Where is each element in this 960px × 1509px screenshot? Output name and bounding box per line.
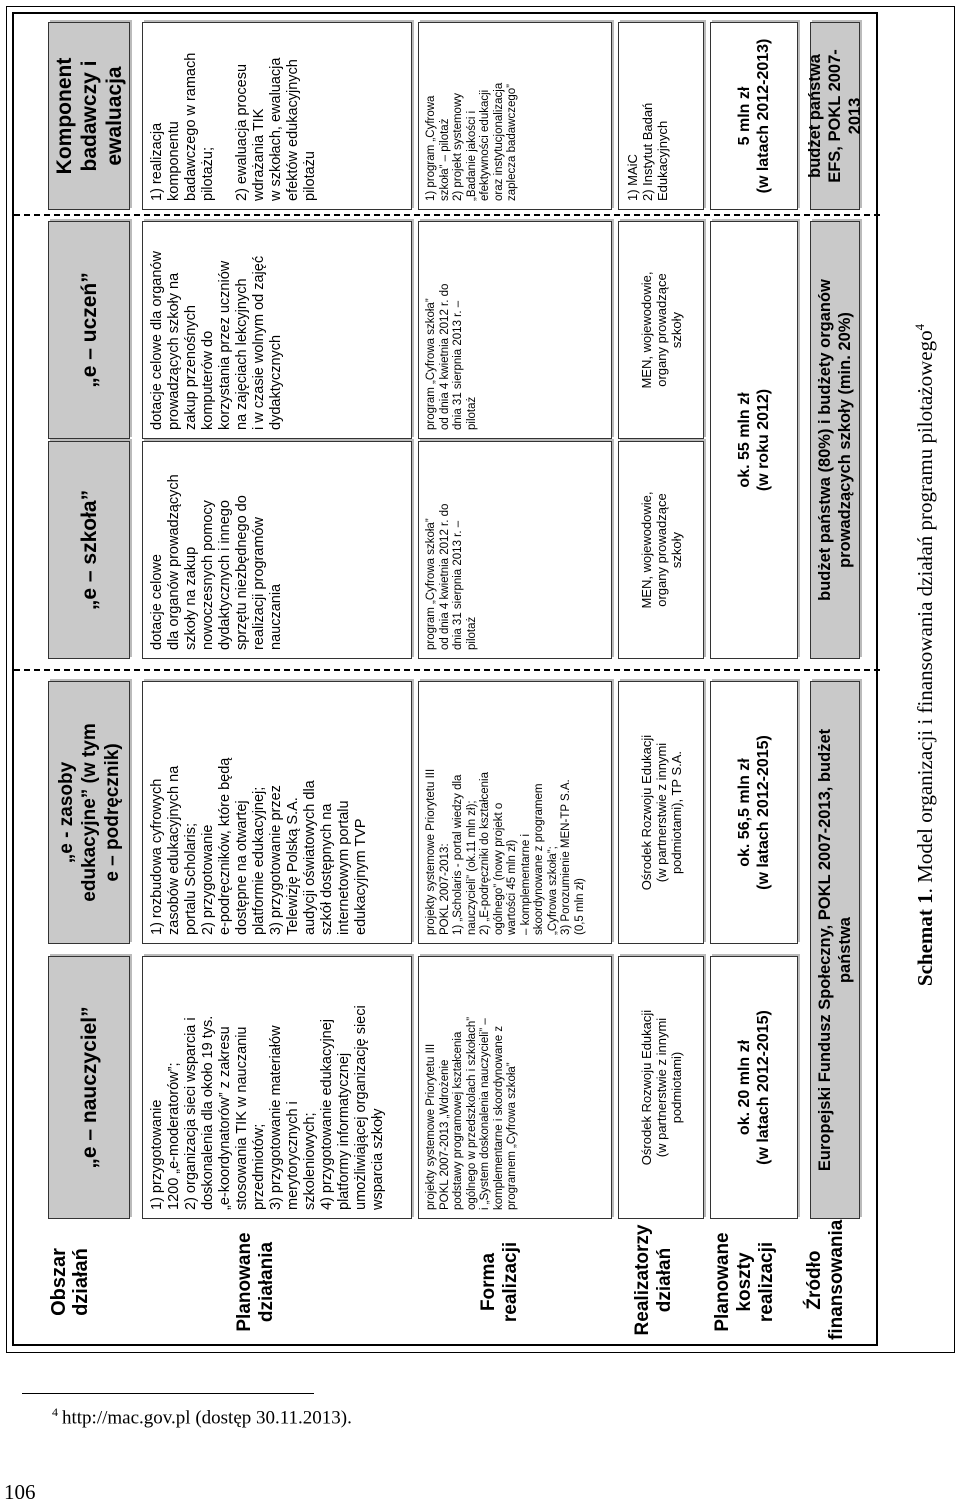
separator-dash [14,669,880,671]
footnote [52,1405,352,1429]
form-komponent: 1) program „Cyfrowa szkoła” – pilotaż 2) projekt systemowy „Badanie jakości i efektywności edukacji oraz instytucjonalizacja zaplecza badawczego” [418,22,612,210]
row-label-zrodlo: Źródło finansowania [804,1219,847,1340]
caption-wrap [900,40,940,1270]
form-e-uczen: program „Cyfrowa szkoła” od dnia 4 kwietnia 2012 r. do dnia 31 sierpnia 2013 r. – pilotaż [418,221,612,439]
header-e-szkola: „e – szkoła” [48,441,130,659]
caption-sup: 4 [912,323,927,331]
schema-landscape [12,12,878,1346]
schema-diagram [12,12,878,1346]
cost-e-zasoby: ok. 56,5 mln zł (w latach 2012-2015) [710,681,798,944]
row-label-obszar: Obszar działań [48,1248,92,1316]
cost-e-szkola-uczen: ok. 55 mln zł (w roku 2012) [710,221,798,659]
planned-komponent: 1) realizacja komponentu badawczego w ramach pilotażu; 2) ewaluacja procesu wdrażania TIK w szkołach, ewaluacja efektów edukacyjnych pilotażu [142,22,412,210]
implementers-e-zasoby: Ośrodek Rozwoju Edukacji (w partnerstwie z innymi podmiotami), TP S.A. [618,681,704,944]
planned-e-uczen: dotacje celowe dla organów prowadzących szkoły na zakup przenośnych komputerów do korzystania przez uczniów na zajęciach lekcyjnych i w czasie wolnym od zajęć dydaktycznych [142,221,412,439]
planned-e-szkola: dotacje celowe dla organów prowadzących szkoły na zakup nowoczesnych pomocy dydaktycznych i innego sprzętu niezbędnego do realizacji programów nauczania [142,441,412,659]
implementers-e-szkola: MEN, wojewodowie, organy prowadzące szkoły [618,441,704,659]
page-number: 106 [4,1480,36,1504]
funding-budzet-panstwa: budżet państwa (80%) i budżety organów prowadzących szkoły (min. 20%) [810,221,860,659]
row-label-koszty: Planowane koszty realizacji [712,1232,777,1332]
header-e-nauczyciel: „e – nauczyciel” [48,956,130,1219]
form-e-szkola: program „Cyfrowa szkoła” od dnia 4 kwietnia 2012 r. do dnia 31 sierpnia 2013 r. – pilotaż [418,441,612,659]
schema-caption [900,40,940,1270]
row-label-realizatorzy: Realizatorzy działań [632,1224,675,1336]
caption-text: . Model organizacji i finansowania działań programu pilotażowego [913,330,937,894]
footnote-rule [22,1393,314,1394]
header-e-zasoby: „e - zasoby edukacyjne” (w tym e – podręcznik) [48,681,130,944]
funding-komponent: budżet państwa EFS, POKL 2007-2013 [810,22,860,210]
implementers-e-uczen: MEN, wojewodowie, organy prowadzące szkoły [618,221,704,439]
header-e-uczen: „e – uczeń” [48,221,130,439]
form-e-zasoby: projekty systemowe Priorytetu III POKL 2007-2013: 1) „Scholaris - portal wiedzy dla nauczycieli” (ok.11 mln zł); 2) „E-podręczniki do kształcenia ogólnego” (nowy projekt o wartości 45 mln zł) – komplementarne i skoordynowane z programem „Cyfrowa szkoła”; 3) Porozumienie MEN-TP S.A. (0,5 mln zł) [418,681,612,944]
implementers-e-nauczyciel: Ośrodek Rozwoju Edukacji (w partnerstwie z innymi podmiotami) [618,956,704,1219]
cost-komponent: 5 mln zł (w latach 2012-2013) [710,22,798,210]
implementers-komponent: 1) MAiC 2) Instytut Badań Edukacyjnych [618,22,704,210]
cost-e-nauczyciel: ok. 20 mln zł (w latach 2012-2015) [710,956,798,1219]
funding-efs: Europejski Fundusz Społeczny, POKL 2007-2013, budżet państwa [810,681,860,1219]
footnote-text: http://mac.gov.pl (dostęp 30.11.2013). [62,1407,352,1429]
planned-e-nauczyciel: 1) przygotowanie 1200 „e-moderatorów”; 2) organizacja sieci wsparcia i doskonalenia dla około 19 tys. „e-koordynatorów” z zakresu stosowania TIK w nauczaniu przedmiotów; 3) przygotowanie materiałów merytorycznych i szkoleniowych; 4) przygotowanie edukacyjnej platformy informatycznej umożliwiającej organizację sieci wsparcia szkoły [142,956,412,1219]
separator-dash-2 [14,214,880,216]
form-e-nauczyciel: projekty systemowe Priorytetu III POKL 2007-2013 „Wdrożenie podstawy programowej kształcenia ogólnego w przedszkolach i szkołach” i „System doskonalenia nauczycieli” – komplementarne i skoordynowane z programem „Cyfrowa szkoła” [418,956,612,1219]
planned-e-zasoby: 1) rozbudowa cyfrowych zasobów edukacyjnych na portalu Scholaris; 2) przygotowanie e-podręczników, które będą dostępne na otwartej platformie edukacyjnej; 3) przygotowanie przez Telewizję Polską S.A. audycji oświatowych dla szkół dostępnych na internetowym portalu edukacyjnym TVP [142,681,412,944]
footnote-number: 4 [52,1405,58,1419]
row-label-planowane: Planowane działania [234,1232,277,1332]
header-komponent: Komponent badawczy i ewaluacja [48,22,130,210]
row-label-forma: Forma realizacji [478,1241,521,1323]
caption-bold: Schemat 1 [913,893,937,987]
